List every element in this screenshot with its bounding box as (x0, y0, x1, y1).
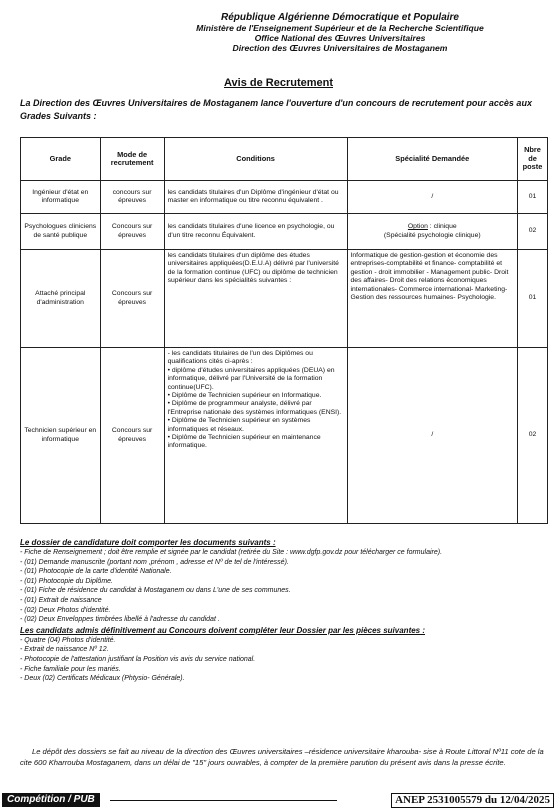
header-specialite: Spécialité Demandée (347, 138, 518, 181)
list-item: - (02) Deux Photos d'identité. (20, 606, 111, 614)
cell-nbre: 01 (518, 181, 548, 214)
header-ministry: Ministère de l'Enseignement Supérieur et de la Recherche Scientifique (196, 23, 484, 33)
list-item: - Photocopie de l'attestation justifiant la Position vis avis du service national. (20, 655, 256, 663)
page-title: Avis de Recrutement (223, 77, 334, 89)
cell-nbre: 02 (518, 214, 548, 250)
cell-conditions: les candidats titulaires d'un diplôme des études universitaires appliquées(D.E.U.A) délivré par l'université de la formation continue (UFC) ou diplôme de technicien supérieur dans les spécialités suivantes : (164, 250, 347, 348)
cell-mode: Concours sur épreuves (100, 214, 164, 250)
cell-nbre: 02 (518, 348, 548, 524)
conditions-item: • Diplôme de programmeur analyste, délivré par l'Entreprise nationale des systèmes informatiques (ENSI). (167, 400, 342, 416)
list-item: - Extrait de naissance Nº 12. (20, 646, 109, 654)
header-conditions: Conditions (164, 138, 347, 181)
cell-grade: Psychologues cliniciens de santé publique (21, 214, 101, 250)
conditions-item: • Diplôme de Technicien supérieur en maintenance informatique. (167, 434, 321, 450)
conditions-item: • Diplôme de Technicien supérieur en systèmes informatiques et réseaux. (167, 417, 311, 433)
table-row (21, 250, 548, 348)
dossier-title: Le dossier de candidature doit comporter les documents suivants : (20, 538, 276, 547)
cell-grade: Attaché principal d'administration (21, 250, 101, 348)
document-header (150, 12, 530, 53)
admitted-title: Les candidats admis définitivement au Concours doivent compléter leur Dossier par les pièces suivantes : (20, 625, 426, 635)
header-mode: Mode de recrutement (100, 138, 164, 181)
conditions-item: • diplôme d'études universitaires appliquées (DEUA) en informatique, délivré par l'Université de la formation continue(UFC). (167, 366, 335, 391)
header-grade: Grade (21, 138, 101, 181)
cell-grade: Technicien supérieur en informatique (21, 348, 101, 524)
cell-conditions: les candidats titulaires d'un Diplôme d'ingénieur d'état ou master en informatique ou titre reconnu équivalent . (164, 181, 347, 214)
grades-table (20, 137, 548, 524)
table-header-row (21, 138, 548, 181)
cell-conditions (164, 348, 347, 524)
cell-mode: concours sur épreuves (100, 181, 164, 214)
footer-divider (110, 800, 337, 801)
intro-paragraph: La Direction des Œuvres Universitaires de Mostaganem lance l'ouverture d'un concours de recrutement pour accès aux Grades Suivants : (20, 98, 532, 121)
header-direction: Direction des Œuvres Universitaires de Mostaganem (232, 43, 448, 53)
table-row (21, 214, 548, 250)
cell-mode: Concours sur épreuves (100, 348, 164, 524)
list-item: - (02) Deux Enveloppes timbrées libellé à l'adresse du candidat . (20, 616, 220, 624)
specialite-option-detail: (Spécialité psychologie clinique) (383, 231, 481, 239)
cell-specialite: / (347, 348, 518, 524)
header-nbre: Nbre de poste (518, 138, 548, 181)
list-item: - Quatre (04) Photos d'identité. (20, 636, 116, 644)
list-item: - (01) Demande manuscrite (portant nom ,prénom , adresse et Nº de tel de l'intéressé). (20, 558, 289, 566)
list-item: - Fiche familiale pour les mariés. (20, 665, 121, 673)
header-republic: République Algérienne Démocratique et Populaire (220, 12, 459, 23)
anep-reference: ANEP 2531005579 du 12/04/2025 (391, 793, 554, 808)
cell-specialite: Informatique de gestion-gestion et économie des entreprises-comptabilité et finance- comptabilité et gestion - droit immobilier - Management public- Droit des affaires- Droit des relations économiques internationales- Commerce international- Marketing- Gestion des ressources humaines- Psychologie. (347, 250, 518, 348)
list-item: - (01) Photocopie du Diplôme. (20, 577, 113, 585)
footer-strip (0, 793, 557, 807)
conditions-intro: - les candidats titulaires de l'un des Diplômes ou qualifications cités ci-après : (167, 350, 313, 366)
cell-grade: Ingénieur d'état en informatique (21, 181, 101, 214)
cell-specialite: / (347, 181, 518, 214)
closing-paragraph: Le dépôt des dossiers se fait au niveau de la direction des Œuvres universitaires –résidence universitaire kharouba- sise à Route Littoral Nº11 cote de la cite 600 Kharrouba Mostaganem, dans un délai de "15" jours ouvrables, à compter de la première parution du présent avis dans la presse écrite. (20, 747, 544, 767)
conditions-item: • Diplôme de Technicien supérieur en Informatique. (167, 392, 322, 400)
list-item: - (01) Extrait de naissance (20, 596, 102, 604)
list-item: - (01) Photocopie de la carte d'identité Nationale. (20, 568, 172, 576)
table-row (21, 348, 548, 524)
specialite-option-label: Option (407, 223, 428, 231)
cell-mode: Concours sur épreuves (100, 250, 164, 348)
header-office: Office National des Œuvres Universitaires (254, 33, 426, 43)
list-item: - (01) Fiche de résidence du candidat à Mostaganem ou dans L'une de ses communes. (20, 587, 291, 595)
dossier-section (20, 537, 548, 684)
table-row (21, 181, 548, 214)
list-item: - Deux (02) Certificats Médicaux (Phtysio- Générale). (20, 675, 185, 683)
category-tag: Compétition / PUB (2, 793, 100, 807)
list-item: - Fiche de Renseignement ; doit être remplie et signée par le candidat (retirée du Site : www.dgfp.gov.dz pour télécharger ce formulaire). (20, 549, 443, 556)
specialite-option-value: : clinique (427, 223, 457, 231)
cell-nbre: 01 (518, 250, 548, 348)
cell-conditions: les candidats titulaires d'une licence en psychologie, ou d'un titre reconnu Équivalent. (164, 214, 347, 250)
cell-specialite (347, 214, 518, 250)
